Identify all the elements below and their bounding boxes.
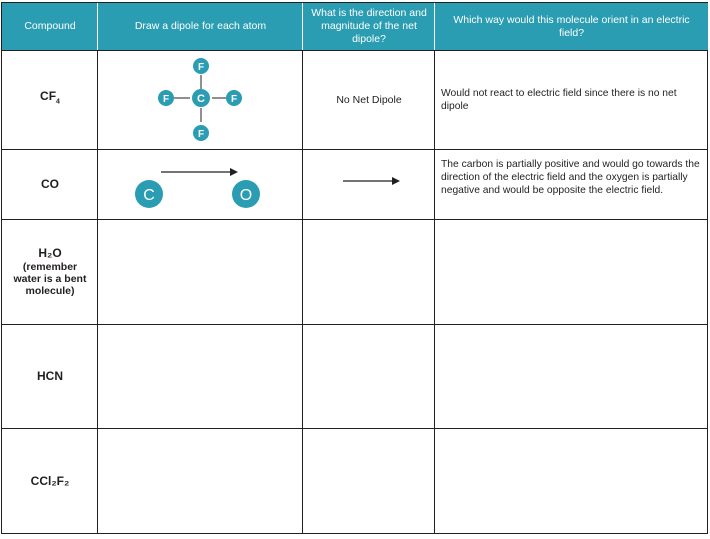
cf4-structure-diagram: [98, 50, 303, 149]
orientation-text: Would not react to electric field since there is no net dipole: [441, 87, 677, 112]
row-h2o-orientation[interactable]: [435, 219, 708, 324]
compound-name: H₂O: [38, 246, 62, 260]
row-hcn-dipole-drawing[interactable]: [98, 324, 303, 428]
compound-name: CCl₂F₂: [30, 473, 70, 488]
atom-label: F: [197, 129, 205, 140]
header-dipole-atom: [98, 3, 303, 50]
orientation-text: The carbon is partially positive and would go towards the direction of the electric field and the oxygen is partially negative and would be opposite the electric field.: [441, 159, 700, 196]
header-orient: [435, 3, 708, 50]
header-compound-label: Compound: [24, 20, 76, 32]
row-cf4-net-dipole: [303, 50, 435, 149]
header-net-dipole: [303, 3, 435, 50]
row-hcn-orientation[interactable]: [435, 324, 708, 428]
header-net-dipole-label: What is the direction and magnitude of the net dipole?: [311, 7, 427, 45]
row-co-compound: [2, 149, 98, 219]
row-ccl2f2-net-dipole[interactable]: [303, 428, 435, 533]
compound-note: water is a bent: [13, 273, 87, 285]
atom-label: F: [197, 62, 205, 73]
net-dipole-arrow-icon: [303, 149, 435, 219]
arrow-head: [230, 168, 238, 176]
compound-name: HCN: [37, 369, 63, 383]
atom-f-top: [193, 58, 209, 74]
atom-label: C: [143, 187, 155, 204]
header-compound: [2, 3, 98, 50]
row-co-net-dipole: [303, 149, 435, 219]
atom-c-center: [192, 89, 210, 107]
atom-f-bottom: [193, 125, 209, 141]
row-h2o-dipole-drawing[interactable]: [98, 219, 303, 324]
atom-label: C: [197, 93, 205, 105]
net-dipole-text: No Net Dipole: [336, 93, 402, 106]
row-h2o-net-dipole[interactable]: [303, 219, 435, 324]
row-ccl2f2-compound: [2, 428, 98, 533]
row-co-dipole-drawing: [98, 149, 303, 219]
row-co-orientation: [435, 149, 708, 219]
row-h2o-compound: [2, 219, 98, 324]
atom-label: O: [239, 187, 253, 204]
row-hcn-net-dipole[interactable]: [303, 324, 435, 428]
co-dipole-diagram: [98, 149, 303, 219]
row-cf4-compound: [2, 50, 98, 149]
row-ccl2f2-dipole-drawing[interactable]: [98, 428, 303, 533]
row-cf4-orientation: [435, 50, 708, 149]
compound-note: (remember: [22, 261, 78, 273]
header-dipole-atom-label: Draw a dipole for each atom: [134, 20, 267, 32]
atom-label: F: [230, 94, 238, 105]
atom-o: [232, 180, 260, 208]
compound-name: CO: [41, 177, 59, 191]
atom-label: F: [162, 94, 170, 105]
compound-note: molecule): [25, 285, 75, 297]
row-ccl2f2-orientation[interactable]: [435, 428, 708, 533]
atom-f-right: [226, 90, 242, 106]
atom-c: [135, 180, 163, 208]
header-orient-label: Which way would this molecule orient in an electric field?: [453, 13, 690, 39]
compound-name: $CF_4$: [40, 89, 60, 106]
row-cf4-dipole-drawing: [98, 50, 303, 149]
dipole-worksheet-table: [1, 2, 708, 534]
row-hcn-compound: [2, 324, 98, 428]
atom-f-left: [158, 90, 174, 106]
